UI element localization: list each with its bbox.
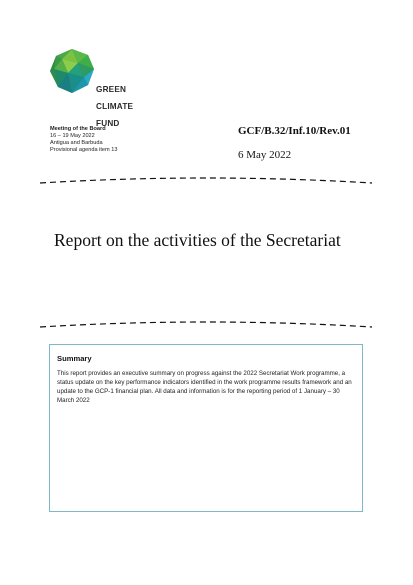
document-reference: GCF/B.32/Inf.10/Rev.01 xyxy=(238,125,351,137)
bottom-divider xyxy=(38,316,374,330)
gcf-logo xyxy=(48,47,148,128)
top-divider xyxy=(38,172,374,186)
document-title: Report on the activities of the Secretariat xyxy=(54,230,341,250)
document-date: 6 May 2022 xyxy=(238,149,292,161)
summary-box xyxy=(49,344,363,512)
summary-body: This report provides an executive summary on progress against the 2022 Secretariat Work programme, a status update on the key performance indicators identified in the work programme results framework and an update to the GCP-1 financial plan. All data and information is for the reporting period of 1 January – 30 March 2022 xyxy=(57,370,352,404)
globe-logo-icon xyxy=(48,47,96,95)
meeting-dates: 16 – 19 May 2022 xyxy=(50,133,95,139)
meeting-info xyxy=(50,126,117,154)
logo-word-fund: FUND xyxy=(96,118,120,128)
meeting-label: Meeting of the Board xyxy=(50,126,106,132)
logo-word-climate: CLIMATE xyxy=(96,101,134,111)
meeting-agenda-item: Provisional agenda item 13 xyxy=(50,147,118,153)
logo-word-green: GREEN xyxy=(96,84,127,94)
summary-heading: Summary xyxy=(57,354,92,363)
meeting-place: Antigua and Barbuda xyxy=(50,140,103,146)
